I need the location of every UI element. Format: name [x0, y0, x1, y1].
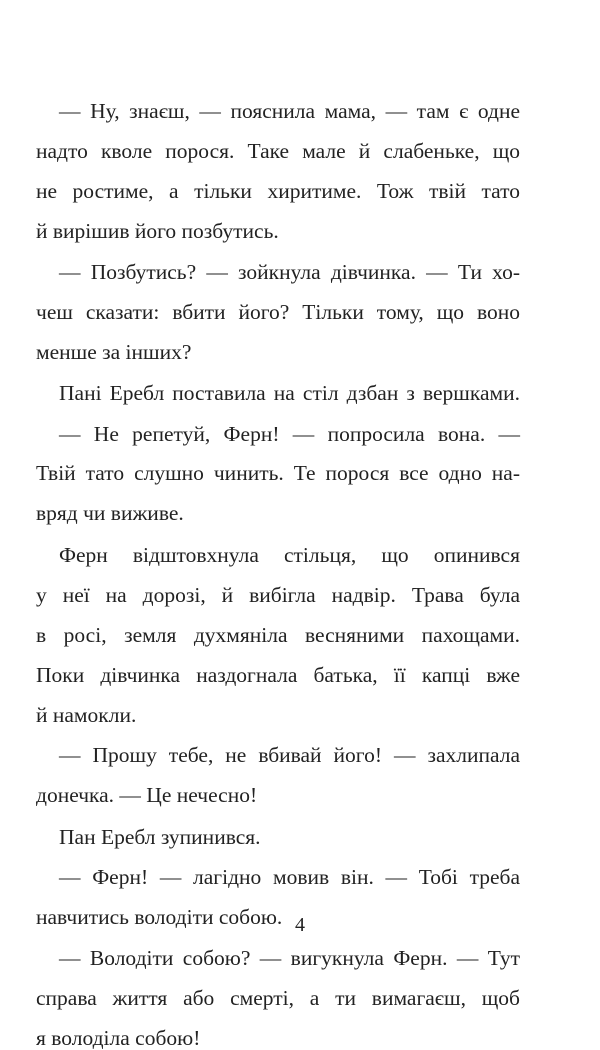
page-number: 4 [295, 914, 305, 936]
text-line: Пані Еребл поставила на стіл дзбан з вершками. [59, 381, 520, 405]
text-line: Твій тато слушно чинить. Те порося все одно на- [36, 461, 520, 485]
text-line: навчитись володіти собою. [36, 905, 283, 929]
text-line: Пан Еребл зупинився. [59, 825, 261, 849]
text-line: Ферн відштовхнула стільця, що опинився [59, 543, 520, 567]
text-line: не ростиме, а тільки хиритиме. Тож твій тато [36, 179, 520, 203]
text-line: Поки дівчинка наздогнала батька, її капці вже [36, 663, 520, 687]
text-line: надто кволе порося. Таке мале й слабеньке, що [36, 139, 520, 163]
text-line: менше за інших? [36, 340, 192, 364]
text-line: я володіла собою! [36, 1026, 201, 1050]
text-line: — Позбутись? — зойкнула дівчинка. — Ти хо- [59, 260, 520, 284]
text-line: — Прошу тебе, не вбивай його! — захлипала [59, 743, 520, 767]
text-line: вряд чи виживе. [36, 501, 184, 525]
text-line: й намокли. [36, 703, 137, 727]
text-line: — Не репетуй, Ферн! — попросила вона. — [59, 422, 520, 446]
text-line: й вирішив його позбутись. [36, 219, 279, 243]
text-line: донечка. — Це нечесно! [36, 783, 258, 807]
text-line: — Володіти собою? — вигукнула Ферн. — Тут [59, 946, 520, 970]
text-line: — Ну, знаєш, — пояснила мама, — там є одне [59, 99, 520, 123]
text-line: у неї на дорозі, й вибігла надвір. Трава була [36, 583, 520, 607]
text-line: — Ферн! — лагідно мовив він. — Тобі треба [59, 865, 520, 889]
text-line: в росі, земля духмяніла весняними пахощами. [36, 623, 520, 647]
text-line: справа життя або смерті, а ти вимагаєш, щоб [36, 986, 520, 1010]
text-line: чеш сказати: вбити його? Тільки тому, що воно [36, 300, 520, 324]
